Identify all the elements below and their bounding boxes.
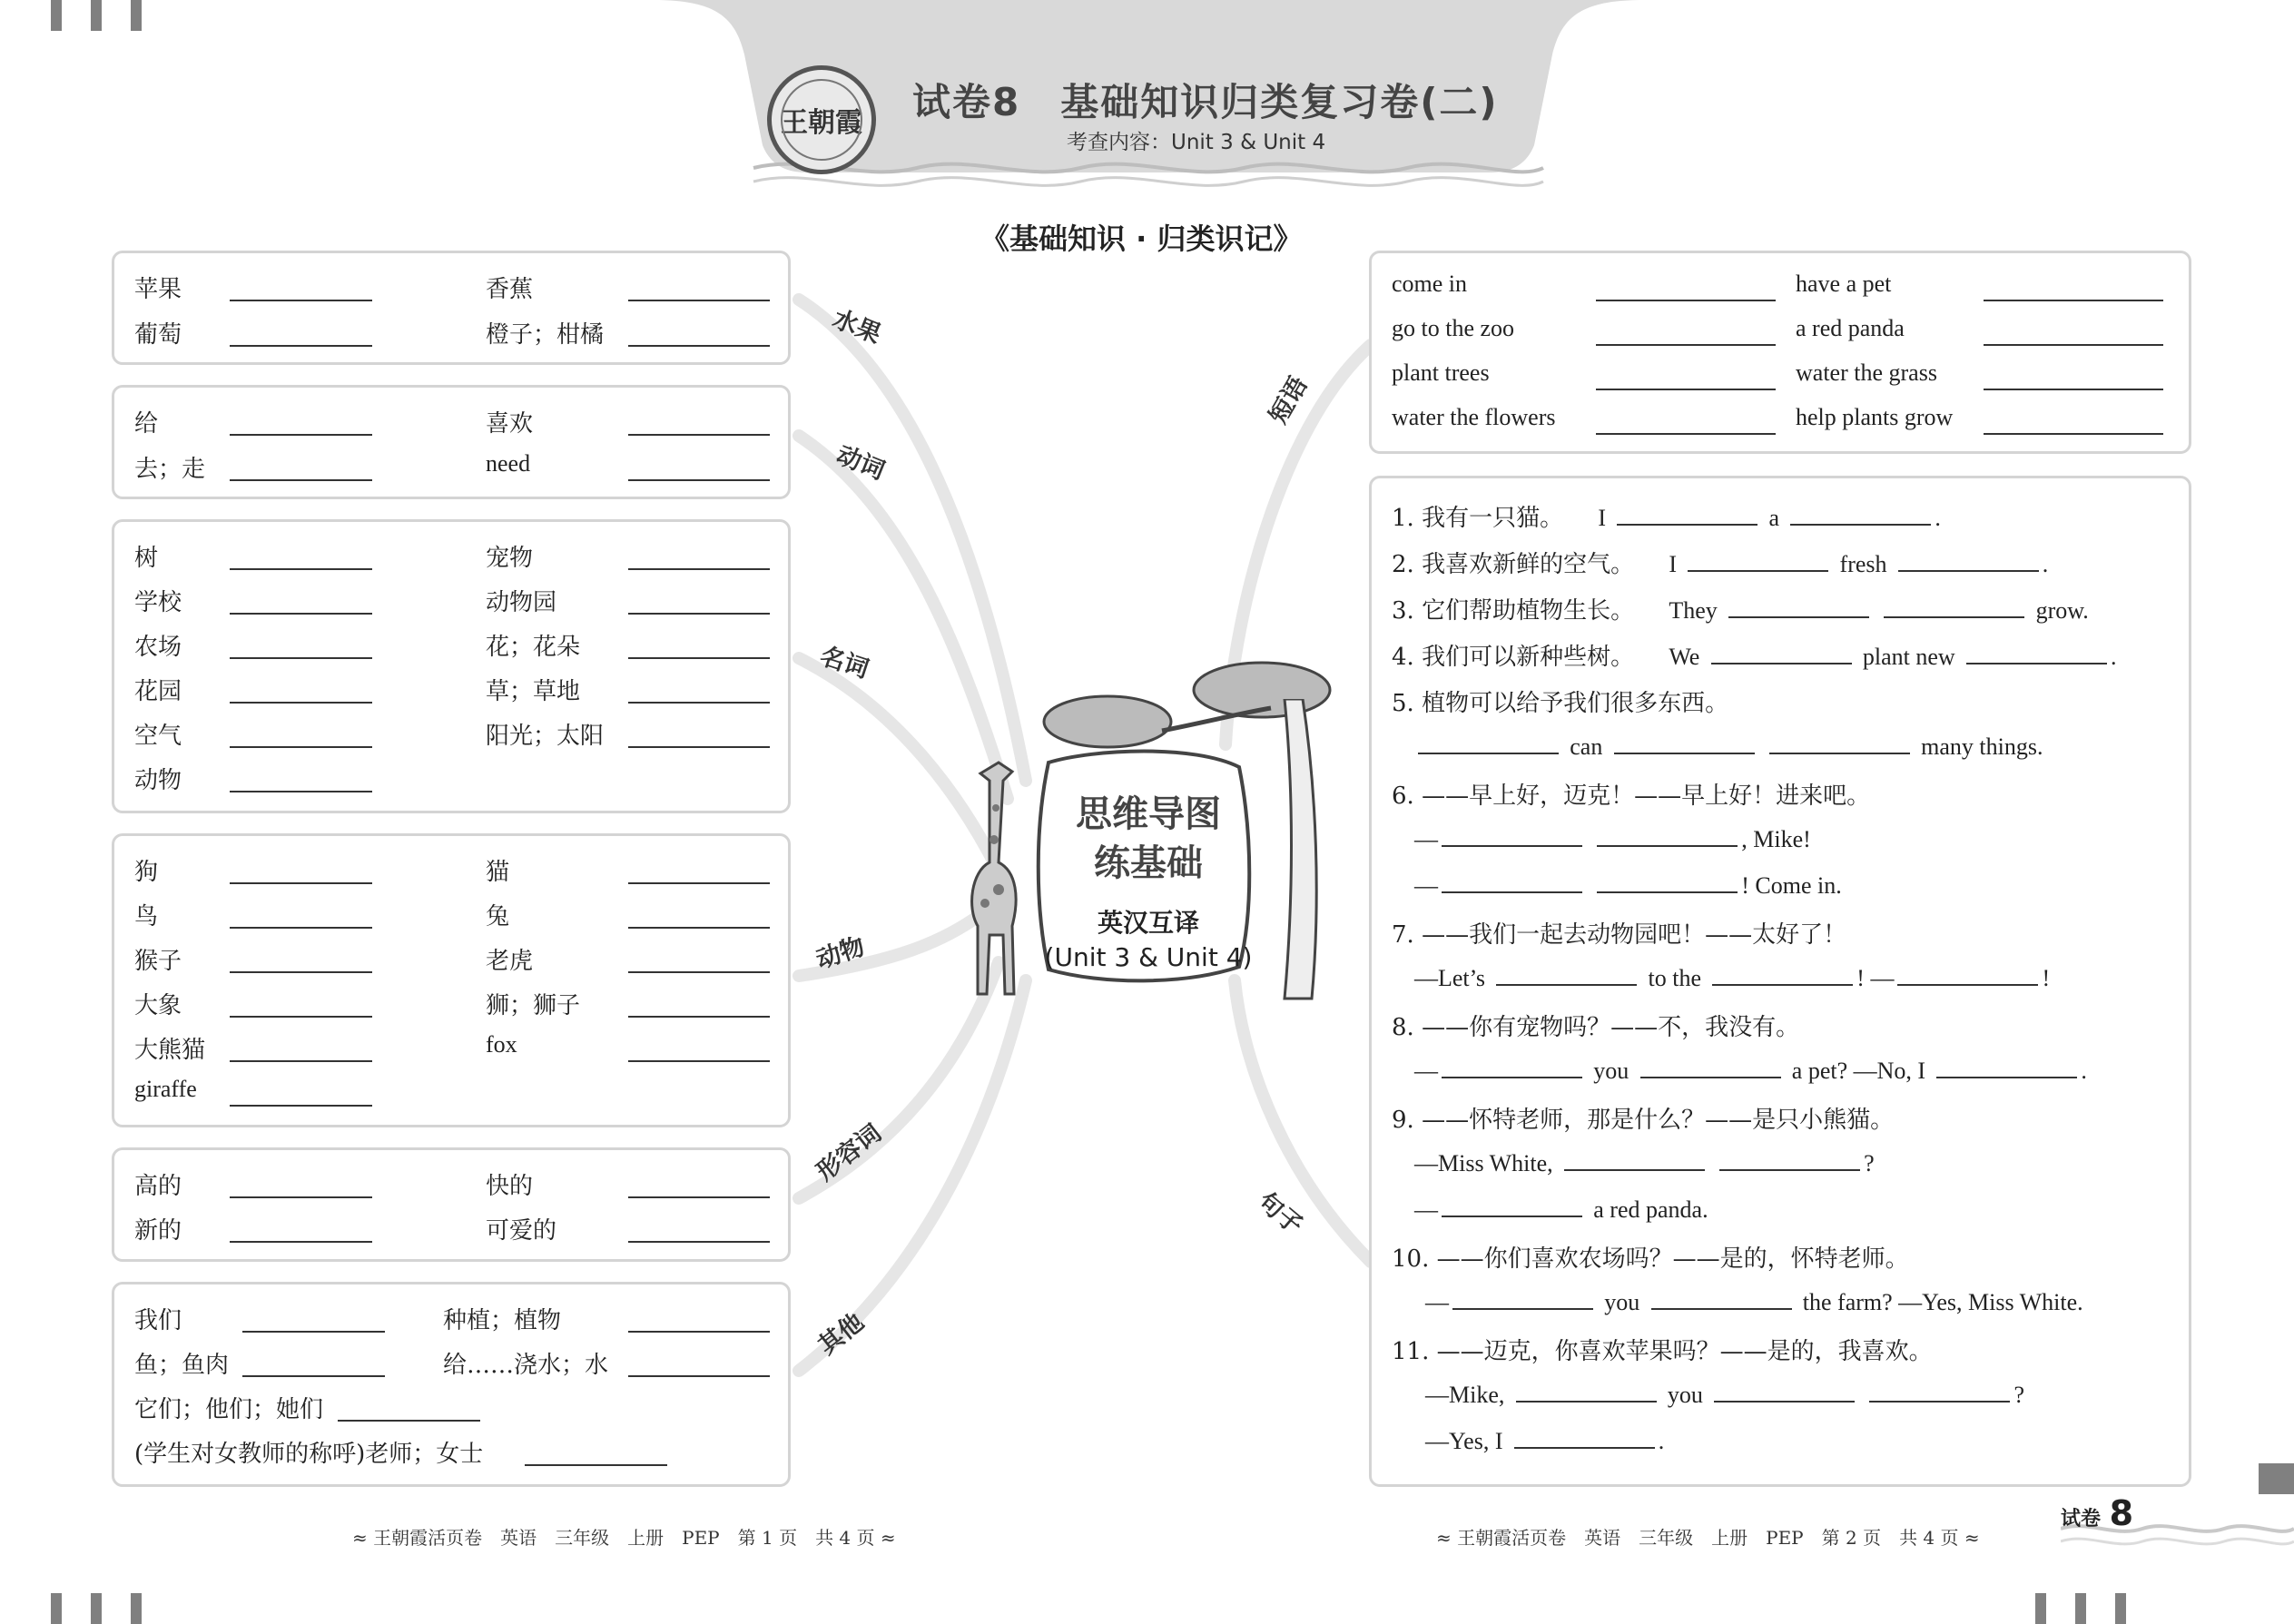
- logo-text: 王朝霞: [781, 107, 862, 139]
- answer-blank[interactable]: [230, 613, 372, 615]
- phrase-item: go to the zoo: [1392, 315, 1515, 341]
- branch-label-fruit: 水果: [829, 304, 885, 349]
- answer-blank[interactable]: [1418, 731, 1559, 754]
- animal-item: 鸟: [134, 903, 159, 930]
- noun-item: 花；花朵: [486, 634, 581, 661]
- branch-label-verb: 动词: [832, 440, 889, 486]
- answer-blank[interactable]: [230, 1016, 372, 1018]
- branch-label-animal: 动物: [812, 932, 869, 975]
- branch-label-other: 其他: [813, 1308, 870, 1361]
- answer-blank[interactable]: [230, 702, 372, 704]
- answer-blank[interactable]: [230, 345, 372, 347]
- answer-blank[interactable]: [230, 300, 372, 301]
- center-sub-line2: (Unit 3 & Unit 4): [1044, 942, 1253, 972]
- answer-blank[interactable]: [230, 1196, 372, 1198]
- animal-item: 大象: [134, 992, 182, 1019]
- animal-item: 兔: [486, 903, 510, 930]
- answer-blank[interactable]: [525, 1464, 667, 1466]
- branch-label-sentence: 句子: [1252, 1186, 1308, 1241]
- sentence-9-answer-1: —Miss White, ?: [1414, 1147, 1875, 1177]
- page-subtitle: 考查内容：Unit 3 & Unit 4: [1067, 131, 1326, 154]
- noun-item: 动物: [134, 767, 182, 794]
- fruit-item: 橙子；柑橘: [486, 321, 605, 349]
- sentence-9: [1392, 1101, 1894, 1135]
- answer-blank[interactable]: [230, 1060, 372, 1062]
- answer-blank[interactable]: [628, 1060, 770, 1062]
- sentence-cn: 10. ——你们喜欢农场吗？——是的，怀特老师。: [1392, 1245, 1909, 1273]
- answer-blank[interactable]: [628, 613, 770, 615]
- answer-blank[interactable]: [1728, 595, 1869, 618]
- fruit-item: 香蕉: [486, 276, 534, 303]
- answer-blank[interactable]: [628, 345, 770, 347]
- answer-blank[interactable]: [230, 1105, 372, 1107]
- answer-blank[interactable]: [1514, 1425, 1655, 1449]
- answer-blank[interactable]: [230, 434, 372, 436]
- verb-item: 喜欢: [486, 410, 534, 438]
- animal-item: 猫: [486, 859, 510, 886]
- animal-item: 狗: [134, 859, 159, 886]
- answer-blank[interactable]: [230, 568, 372, 570]
- answer-blank[interactable]: [1596, 433, 1776, 435]
- verb-item: 给: [134, 410, 159, 438]
- answer-blank[interactable]: [230, 657, 372, 659]
- noun-item: 学校: [134, 589, 182, 616]
- answer-blank[interactable]: [1984, 344, 2163, 346]
- answer-blank[interactable]: [1984, 389, 2163, 390]
- answer-blank[interactable]: [628, 882, 770, 884]
- verb-item: 去；走: [134, 456, 206, 483]
- answer-blank[interactable]: [230, 791, 372, 792]
- answer-blank[interactable]: [1790, 502, 1931, 526]
- sentence-7-answer: —Let’s to the ! — !: [1414, 962, 2050, 992]
- center-sub-line1: 英汉互译: [1097, 908, 1199, 938]
- answer-blank[interactable]: [1442, 870, 1582, 893]
- sentence-8-answer: — you a pet? —No, I .: [1414, 1055, 2087, 1085]
- answer-blank[interactable]: [1597, 870, 1738, 893]
- answer-blank[interactable]: [628, 702, 770, 704]
- noun-item: 空气: [134, 723, 182, 750]
- paper-badge-number: 8: [2109, 1493, 2134, 1533]
- phrase-item: help plants grow: [1796, 404, 1954, 430]
- center-title: [1044, 790, 1253, 888]
- answer-blank[interactable]: [628, 657, 770, 659]
- fruit-item: 葡萄: [134, 321, 182, 349]
- phrase-item: plant trees: [1392, 359, 1490, 386]
- sentence-cn: 8. ——你有宠物吗？——不，我没有。: [1392, 1014, 1800, 1041]
- other-item: 鱼；鱼肉: [134, 1352, 230, 1379]
- animal-item: 猴子: [134, 948, 182, 975]
- answer-blank[interactable]: [230, 746, 372, 748]
- sentence-9-answer-2: — a red panda.: [1414, 1194, 1708, 1224]
- noun-item: 树: [134, 545, 159, 572]
- sentence-cn: 5. 植物可以给予我们很多东西。: [1392, 690, 1729, 717]
- answer-blank[interactable]: [628, 479, 770, 481]
- answer-blank[interactable]: [1711, 641, 1852, 664]
- adjective-item: 新的: [134, 1217, 182, 1245]
- animal-item: 狮；狮子: [486, 992, 581, 1019]
- answer-blank[interactable]: [628, 1196, 770, 1198]
- answer-blank[interactable]: [1869, 1379, 2010, 1403]
- answer-blank[interactable]: [628, 746, 770, 748]
- sentence-cn: 7. ——我们一起去动物园吧！——太好了！: [1392, 921, 1847, 949]
- answer-blank[interactable]: [1452, 1286, 1593, 1310]
- other-item: (学生对女教师的称呼)老师；女士: [134, 1441, 484, 1468]
- footer-right: ≈ 王朝霞活页卷 英语 三年级 上册 PEP 第 2 页 共 4 页 ≈: [1436, 1527, 1980, 1549]
- adjective-item: 快的: [486, 1173, 534, 1200]
- sentence-11-answer-1: —Mike, you ?: [1425, 1379, 2024, 1409]
- noun-item: 宠物: [486, 545, 534, 572]
- other-item: 给……浇水；水: [443, 1352, 609, 1379]
- animal-box: [112, 833, 791, 1127]
- adjective-item: 高的: [134, 1173, 182, 1200]
- section-title: 《基础知识 · 归类识记》: [980, 221, 1303, 256]
- answer-blank[interactable]: [230, 971, 372, 973]
- noun-item: 阳光；太阳: [486, 723, 605, 750]
- sentence-cn: 4. 我们可以新种些树。: [1392, 644, 1635, 671]
- answer-blank[interactable]: [628, 1375, 770, 1377]
- answer-blank[interactable]: [1769, 731, 1910, 754]
- branch-label-adjective: 形容词: [811, 1118, 887, 1187]
- sentence-2: 2. 我喜欢新鲜的空气。 I fresh .: [1392, 546, 2048, 579]
- answer-blank[interactable]: [1596, 389, 1776, 390]
- sentence-8: [1392, 1009, 1799, 1042]
- answer-blank[interactable]: [1719, 1147, 1860, 1171]
- answer-blank[interactable]: [230, 1241, 372, 1243]
- sentence-7: [1392, 916, 1846, 950]
- animal-item: 大熊猫: [134, 1037, 206, 1064]
- sentence-5: [1392, 684, 1728, 718]
- noun-item: 农场: [134, 634, 182, 661]
- sentence-1: 1. 我有一只猫。 I a .: [1392, 499, 1941, 533]
- sentence-10-answer: — you the farm? —Yes, Miss White.: [1425, 1286, 2083, 1316]
- sentence-cn: 9. ——怀特老师，那是什么？——是只小熊猫。: [1392, 1107, 1895, 1134]
- answer-blank[interactable]: [1884, 595, 2024, 618]
- adjective-item: 可爱的: [486, 1217, 557, 1245]
- noun-item: 动物园: [486, 589, 557, 616]
- answer-blank[interactable]: [1936, 1055, 2077, 1078]
- answer-blank[interactable]: [628, 1016, 770, 1018]
- paper-badge-label: 试卷: [2061, 1508, 2102, 1530]
- sentence-3: 3. 它们帮助植物生长。 They grow.: [1392, 592, 2089, 625]
- noun-item: 草；草地: [486, 678, 581, 705]
- sentence-cn: 6. ——早上好，迈克！——早上好！进来吧。: [1392, 782, 1871, 810]
- phrase-item: come in: [1392, 271, 1468, 297]
- other-item: 它们；他们；她们: [134, 1396, 324, 1423]
- answer-blank[interactable]: [230, 882, 372, 884]
- answer-blank[interactable]: [1617, 502, 1757, 526]
- sentence-11: [1392, 1333, 1933, 1366]
- sentence-6-answer-1: — , Mike!: [1414, 823, 1811, 853]
- answer-blank[interactable]: [1442, 1055, 1582, 1078]
- answer-blank[interactable]: [1614, 731, 1755, 754]
- animal-item: 老虎: [486, 948, 534, 975]
- answer-blank[interactable]: [242, 1331, 385, 1333]
- answer-blank[interactable]: [1442, 1194, 1582, 1217]
- answer-blank[interactable]: [1596, 344, 1776, 346]
- adjective-box: [112, 1147, 791, 1262]
- answer-blank[interactable]: [1496, 962, 1637, 986]
- fruit-item: 苹果: [134, 276, 182, 303]
- answer-blank[interactable]: [628, 434, 770, 436]
- branch-label-noun: 名词: [816, 642, 872, 684]
- sentence-10: [1392, 1240, 1909, 1274]
- answer-blank[interactable]: [1712, 962, 1853, 986]
- phrase-item: have a pet: [1796, 271, 1892, 297]
- answer-blank[interactable]: [242, 1375, 385, 1377]
- animal-item: fox: [486, 1031, 517, 1058]
- sentence-cn: 1. 我有一只猫。: [1392, 505, 1564, 532]
- other-item: 种植；植物: [443, 1307, 562, 1334]
- phrase-item: water the grass: [1796, 359, 1937, 386]
- sentence-4: 4. 我们可以新种些树。 We plant new .: [1392, 638, 2116, 672]
- phrase-item: a red panda: [1796, 315, 1905, 341]
- verb-box: [112, 385, 791, 499]
- sentence-6: [1392, 777, 1870, 811]
- center-subtitle: [1026, 906, 1271, 975]
- answer-blank[interactable]: [230, 927, 372, 929]
- paper-number-badge: [2061, 1493, 2133, 1533]
- sentence-6-answer-2: — ! Come in.: [1414, 870, 1842, 900]
- branch-label-phrase: 短语: [1264, 371, 1314, 429]
- phrase-item: water the flowers: [1392, 404, 1556, 430]
- answer-blank[interactable]: [628, 1241, 770, 1243]
- answer-blank[interactable]: [1516, 1379, 1657, 1403]
- answer-blank[interactable]: [628, 971, 770, 973]
- tree-trunk-illustration: [1266, 699, 1330, 1008]
- sentence-cn: 2. 我喜欢新鲜的空气。: [1392, 551, 1635, 578]
- answer-blank[interactable]: [628, 568, 770, 570]
- footer-left: ≈ 王朝霞活页卷 英语 三年级 上册 PEP 第 1 页 共 4 页 ≈: [352, 1527, 896, 1549]
- answer-blank[interactable]: [1898, 548, 2039, 572]
- sentence-5-answer: can many things.: [1414, 731, 2043, 761]
- noun-item: 花园: [134, 678, 182, 705]
- answer-blank[interactable]: [628, 1331, 770, 1333]
- giraffe-illustration: [949, 753, 1035, 1008]
- other-item: 我们: [134, 1307, 182, 1334]
- answer-blank[interactable]: [1688, 548, 1828, 572]
- answer-blank[interactable]: [628, 300, 770, 301]
- answer-blank[interactable]: [1984, 300, 2163, 301]
- center-title-line1: 思维导图: [1076, 793, 1221, 835]
- sentence-cn: 3. 它们帮助植物生长。: [1392, 597, 1635, 625]
- answer-blank[interactable]: [1596, 300, 1776, 301]
- answer-blank[interactable]: [1984, 433, 2163, 435]
- sentence-11-answer-2: —Yes, I .: [1425, 1425, 1664, 1455]
- answer-blank[interactable]: [1651, 1286, 1792, 1310]
- answer-blank[interactable]: [1564, 1147, 1705, 1171]
- sentence-cn: 11. ——迈克，你喜欢苹果吗？——是的，我喜欢。: [1392, 1338, 1933, 1365]
- animal-item: giraffe: [134, 1076, 197, 1102]
- answer-blank[interactable]: [338, 1420, 480, 1422]
- answer-blank[interactable]: [1966, 641, 2107, 664]
- fruit-box: [112, 251, 791, 365]
- answer-blank[interactable]: [1597, 823, 1738, 847]
- page-title: 试卷8 基础知识归类复习卷(二): [912, 80, 1499, 124]
- verb-item: need: [486, 450, 531, 477]
- center-title-line2: 练基础: [1094, 842, 1203, 884]
- answer-blank[interactable]: [1442, 823, 1582, 847]
- answer-blank[interactable]: [628, 927, 770, 929]
- answer-blank[interactable]: [1714, 1379, 1855, 1403]
- answer-blank[interactable]: [1897, 962, 2038, 986]
- answer-blank[interactable]: [1640, 1055, 1781, 1078]
- answer-blank[interactable]: [230, 479, 372, 481]
- noun-box: [112, 519, 791, 813]
